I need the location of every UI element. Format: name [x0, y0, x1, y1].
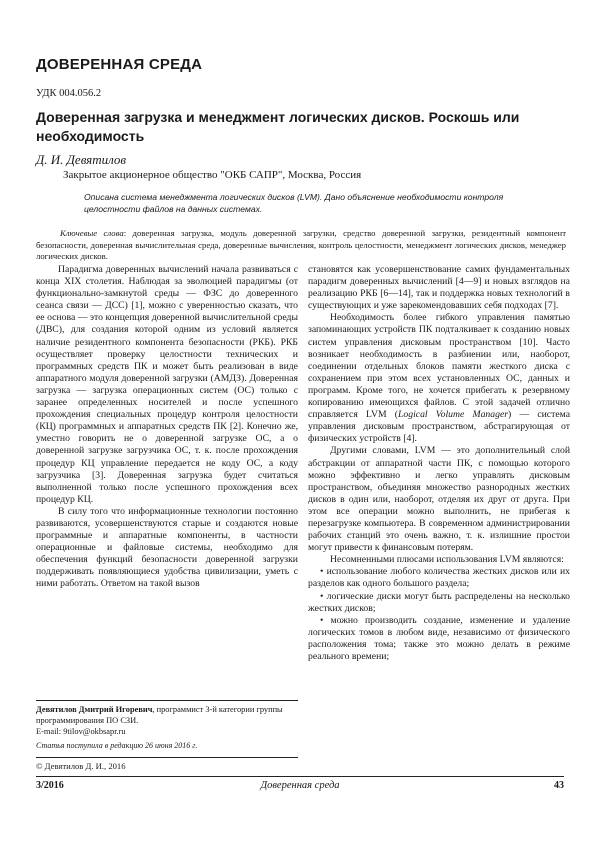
keywords-label: Ключевые слова	[60, 228, 124, 238]
keywords-text: : доверенная загрузка, модуль доверенной загрузки, средство доверенной загрузки, резидентный компонент безопасности, доверенная вычислительная среда, доверенные вычисления, контроль целостности, менеджмент логических дисков, менеджер логических дисков.	[36, 228, 566, 261]
page-number: 43	[554, 780, 564, 791]
list-item: • можно производить создание, изменение и удаление логических томов в любом виде, независимо от физического расположения тома; также это можно делать в режиме реального времени;	[308, 614, 570, 662]
author-email[interactable]: E-mail: 9tilov@okbsapr.ru	[36, 727, 126, 736]
list-item: • логические диски могут быть распределены на несколько жестких дисков;	[308, 590, 570, 614]
footer-divider	[36, 776, 564, 777]
paragraph: Другими словами, LVM — это дополнительный слой абстракции от аппаратной части ПК, с помощью которого можно эффективно и легко управлять дисковым пространством, объединяя множество разнородных жестких дисков в один или, наоборот, отделяя их друг от друга. При этом все операции можно выполнить, не прибегая к перезагрузке компьютера. В современном администрировании рабочих станций это очень важно, т. к. излишние простои могут привести к финансовым потерям.	[308, 445, 570, 554]
list-item: • использование любого количества жестких дисков или их разделов как одного большого раздела;	[308, 566, 570, 590]
paragraph-text: ) — система управления дисковым пространством, абстрагирующая от физических устройств [4].	[308, 409, 570, 445]
paragraph: становятся как усовершенствование самих фундаментальных парадигм доверенных вычислений [4—9] и новых взглядов на реализацию РКБ [6—14], так и поддержка новых технологий в существующих и уже зарекомендовавших себя подходах [7].	[308, 264, 570, 312]
issue-number: 3/2016	[36, 780, 64, 791]
right-column	[308, 264, 570, 749]
udc-code: УДК 004.056.2	[36, 88, 102, 99]
author-note	[36, 704, 298, 737]
journal-name: Доверенная среда	[260, 780, 340, 791]
abstract: Описана система менеджмента логических дисков (LVM). Дано объяснение необходимости контроля целостности файлов на данных системах.	[84, 192, 504, 214]
article-title: Доверенная загрузка и менеджмент логических дисков. Роскошь или необходимость	[36, 109, 520, 144]
author-name: Д. И. Девятилов	[36, 152, 127, 167]
paragraph-text: Необходимость более гибкого управления памятью запоминающих устройств ПК подталкивает к созданию новых систем управления дисковым пространством [10]. Часто возникает необходимость в разбиении или, наоборот, соединении отдельных блоков памяти жесткого диска с сохранением при этом всех установленных ОС, данных и программ. Кроме того, не хочется прибегать к резервному копированию имеющихся файлов. С этой задачей отлично справляется LVM (	[308, 312, 570, 421]
left-column	[36, 264, 298, 699]
author-note-role: , программист 3-й категории группы программирования ПО СЗИ.	[36, 705, 283, 725]
paragraph: Несомненными плюсами использования LVM являются:	[330, 554, 564, 566]
lvm-term: Logical Volume Manager	[398, 409, 509, 421]
author-note-name: Девятилов Дмитрий Игоревич	[36, 705, 153, 714]
keywords	[36, 228, 566, 263]
copyright: © Девятилов Д. И., 2016	[36, 757, 298, 771]
paragraph: В силу того что информационные технологии постоянно развиваются, усовершенствуются старые и создаются новые программные и аппаратные компоненты, в частности операционные и файловые системы, необходимо для обеспечения функций безопасности доверенной загрузки поддерживать появляющиеся удобства цивилизации, уметь с ними работать. Ответом на такой вызов	[36, 505, 298, 590]
note-divider	[36, 700, 298, 701]
author-affiliation: Закрытое акционерное общество "ОКБ САПР", Москва, Россия	[63, 169, 362, 181]
section-title: ДОВЕРЕННАЯ СРЕДА	[36, 56, 203, 73]
paragraph	[308, 312, 570, 445]
received-date: Статья поступила в редакцию 26 июня 2016 г.	[36, 741, 198, 750]
paragraph: Парадигма доверенных вычислений начала развиваться с конца XIX столетия. Наблюдая за эволюцией парадигмы (от функционально-замкнутой среды — ФЗС до доверенного сеанса связи — ДСС) [1], можно с уверенностью сказать, что ее основа — это концепция доверенной вычислительной среды (ДВС), для создания которой одним из условий является наличие резидентного компонента безопасности (РКБ). РКБ осуществляет проверку целостности технических и программных средств ПК и может быть реализован в виде аппаратного модуля доверенной загрузки (АМДЗ). Доверенная загрузка — загрузка операционных систем (ОС) только с заранее определенных носителей и после успешного прохождения специальных процедур контроля целостности (КЦ) программных и аппаратных средств ПК [2]. Конечно же, уместно говорить не о доверенной загрузке ОС, а о доверенной загрузке загрузчика ОС, т. к. после прохождения процедур КЦ управление передается не коду ОС, а коду загрузчика [3]. Доверенная загрузка будет считаться выполненной только после успешного прохождения всех процедур КЦ.	[36, 264, 298, 505]
